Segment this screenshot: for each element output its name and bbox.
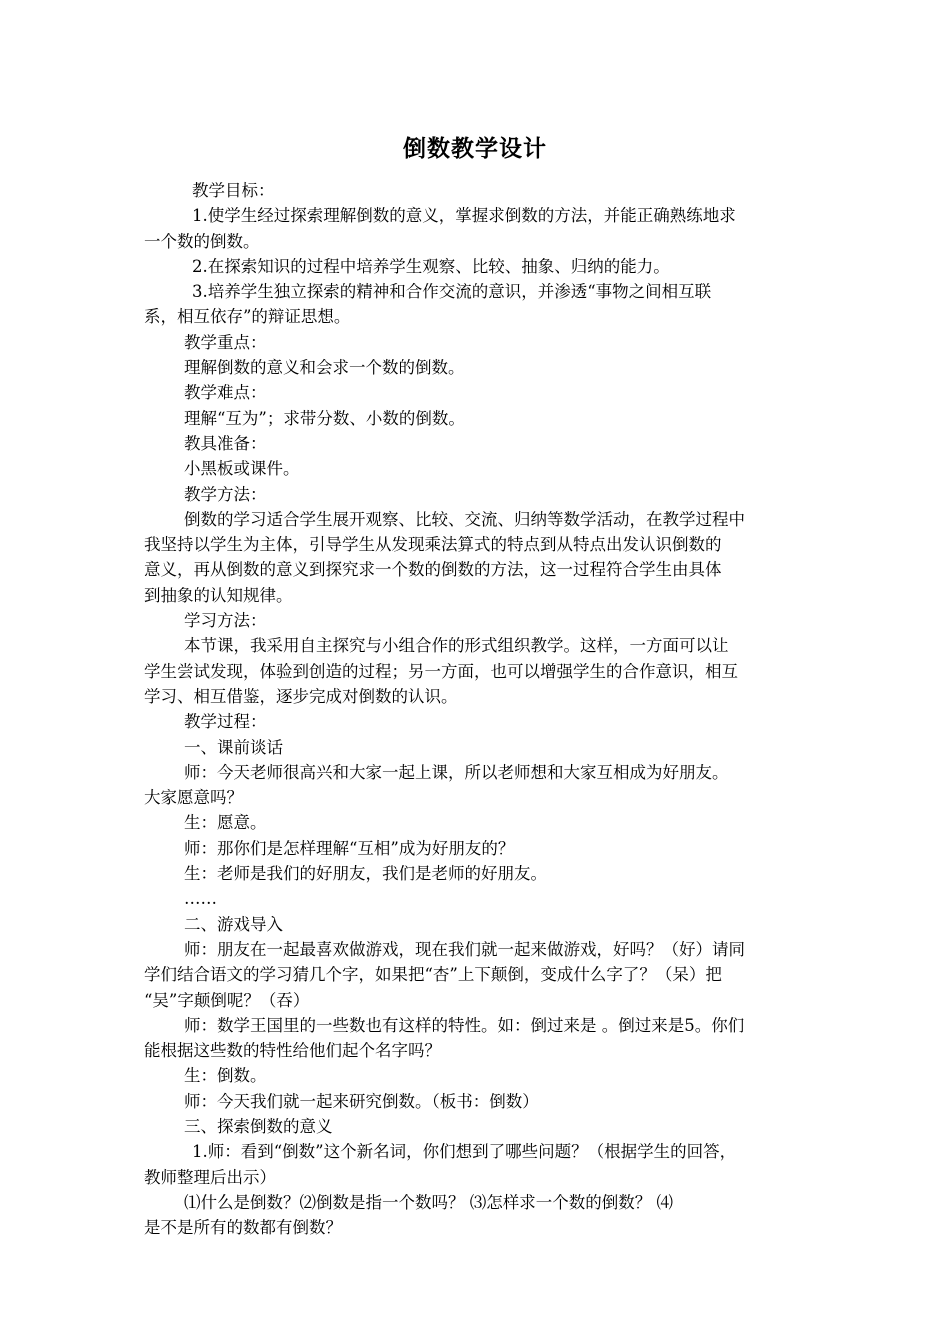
- document-body: [144, 178, 808, 1240]
- text-line: 大家愿意吗？: [144, 788, 243, 808]
- text-line: 学生尝试发现，体验到创造的过程；另一方面，也可以增强学生的合作意识，相互: [144, 661, 738, 681]
- text-line: 意义，再从倒数的意义到探究求一个数的倒数的方法，这一过程符合学生由具体: [144, 560, 722, 580]
- text-line: 小黑板或课件。: [184, 459, 300, 479]
- text-line: 生：老师是我们的好朋友，我们是老师的好朋友。: [184, 864, 547, 884]
- text-line: 能根据这些数的特性给他们起个名字吗？: [144, 1041, 441, 1061]
- text-line: 学习、相互借鉴，逐步完成对倒数的认识。: [144, 686, 458, 706]
- text-line: 二、游戏导入: [184, 914, 283, 934]
- text-line: 教学目标：: [192, 181, 275, 200]
- text-line: 师：朋友在一起最喜欢做游戏，现在我们就一起来做游戏，好吗？（好）请同: [184, 939, 745, 959]
- text-line: 教师整理后出示）: [144, 1167, 276, 1187]
- text-line: 2.在探索知识的过程中培养学生观察、比较、抽象、归纳的能力。: [192, 256, 670, 276]
- text-line: 学习方法：: [184, 611, 267, 631]
- text-line: 生：愿意。: [184, 813, 267, 833]
- text-line: 生：倒数。: [184, 1066, 267, 1086]
- text-line: 学们结合语文的学习猜几个字，如果把“杏”上下颠倒，变成什么字了？（呆）把: [144, 965, 722, 985]
- text-line: 到抽象的认知规律。: [144, 585, 293, 605]
- text-line: 3.培养学生独立探索的精神和合作交流的意识，并渗透“事物之间相互联: [192, 282, 712, 302]
- text-line: 教学难点：: [184, 383, 267, 403]
- text-line: 三、探索倒数的意义: [184, 1116, 333, 1136]
- document-title: 倒数教学设计: [403, 136, 547, 162]
- text-line: 师：今天老师很高兴和大家一起上课，所以老师想和大家互相成为好朋友。: [184, 762, 729, 782]
- text-line: 系，相互依存”的辩证思想。: [144, 307, 351, 327]
- text-line: 1.师：看到“倒数”这个新名词，你们想到了哪些问题？（根据学生的回答，: [192, 1142, 737, 1162]
- text-line: ⑴什么是倒数？⑵倒数是指一个数吗？ ⑶怎样求一个数的倒数？ ⑷: [184, 1192, 673, 1212]
- text-line: 一、课前谈话: [184, 737, 283, 757]
- text-line: 师：那你们是怎样理解“互相”成为好朋友的？: [184, 838, 515, 858]
- text-line: 我坚持以学生为主体，引导学生从发现乘法算式的特点到从特点出发认识倒数的: [144, 535, 722, 555]
- text-line: 教具准备：: [184, 433, 267, 453]
- text-line: “吴”字颠倒呢？（吞）: [144, 990, 310, 1010]
- text-line: 理解倒数的意义和会求一个数的倒数。: [184, 358, 465, 378]
- text-line: 本节课，我采用自主探究与小组合作的形式组织教学。这样，一方面可以让: [184, 636, 729, 656]
- text-line: 教学方法：: [184, 484, 267, 504]
- text-line: ……: [184, 889, 217, 909]
- text-line: 是不是所有的数都有倒数？: [144, 1218, 342, 1238]
- text-line: 一个数的倒数。: [144, 231, 260, 251]
- text-line: 师：数学王国里的一些数也有这样的特性。如：倒过来是 。倒过来是5。你们: [184, 1015, 745, 1035]
- text-line: 教学过程：: [184, 712, 267, 732]
- text-line: 1.使学生经过探索理解倒数的意义，掌握求倒数的方法，并能正确熟练地求: [192, 206, 736, 226]
- text-line: 教学重点：: [184, 332, 267, 352]
- text-line: 师：今天我们就一起来研究倒数。（板书：倒数）: [184, 1091, 539, 1111]
- text-line: 理解“互为”；求带分数、小数的倒数。: [184, 408, 465, 428]
- text-line: 倒数的学习适合学生展开观察、比较、交流、归纳等数学活动，在教学过程中: [184, 509, 745, 529]
